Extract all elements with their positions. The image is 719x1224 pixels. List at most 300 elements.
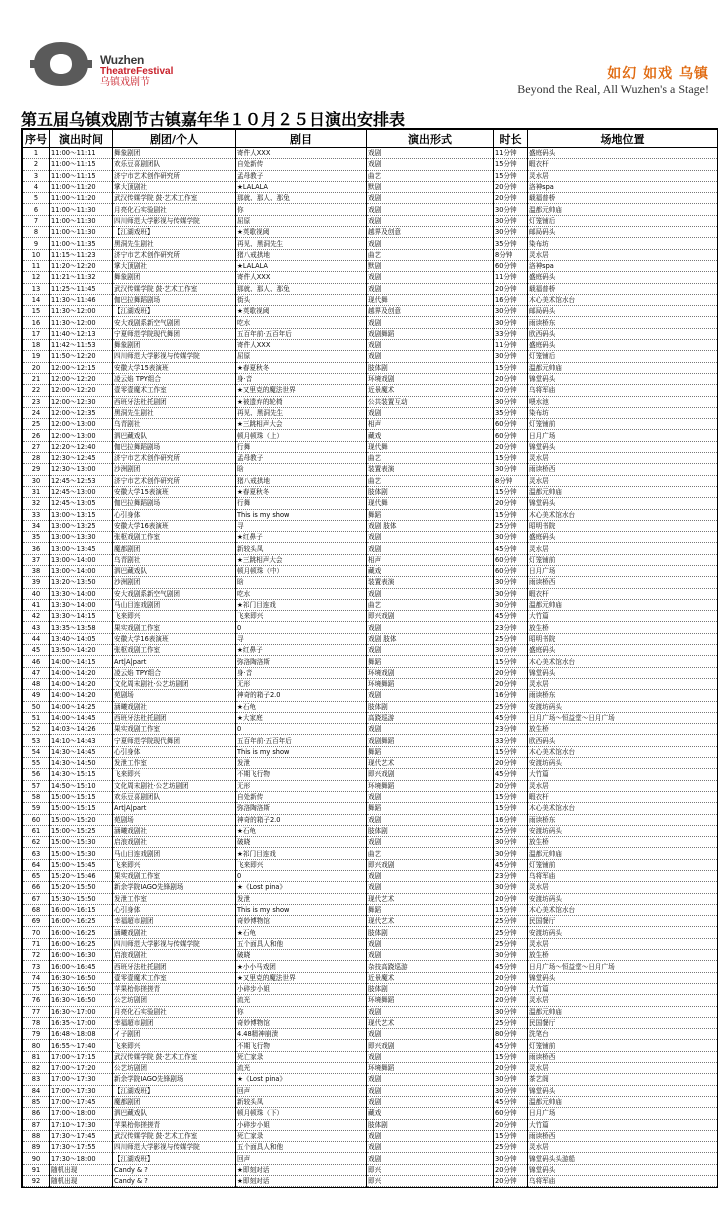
cell-duration: 30分钟 — [494, 848, 528, 859]
cell-duration: 16分钟 — [494, 294, 528, 305]
cell-no: 24 — [23, 407, 50, 418]
cell-play: ★春夏秋冬 — [236, 362, 367, 373]
table-row — [23, 498, 718, 509]
cell-time: 14:00～14:45 — [50, 712, 113, 723]
cell-time: 16:48～18:08 — [50, 1029, 113, 1040]
cell-venue: 灵水居 — [528, 780, 718, 791]
cell-no: 50 — [23, 701, 50, 712]
cell-play: ★英歌视阈 — [236, 227, 367, 238]
cell-time: 12:45～13:00 — [50, 486, 113, 497]
cell-form: 戏剧 — [367, 724, 494, 735]
cell-play: 流光 — [236, 1063, 367, 1074]
cell-troupe: 济宁市艺术创作研究所 — [113, 453, 236, 464]
cell-form: 戏剧 — [367, 193, 494, 204]
cell-troupe: 马山目连戏剧团 — [113, 848, 236, 859]
cell-venue: 灵水居 — [528, 1142, 718, 1153]
cell-time: 13:00～13:45 — [50, 543, 113, 554]
cell-duration: 30分钟 — [494, 464, 528, 475]
cell-troupe: 心引身体 — [113, 746, 236, 757]
table-row — [23, 893, 718, 904]
cell-time: 12:30～12:45 — [50, 453, 113, 464]
cell-form: 戏剧 — [367, 837, 494, 848]
table-row — [23, 1074, 718, 1085]
cell-no: 32 — [23, 498, 50, 509]
cell-no: 83 — [23, 1074, 50, 1085]
cell-form: 戏剧 — [367, 588, 494, 599]
table-row — [23, 554, 718, 565]
table-row — [23, 170, 718, 181]
logo-line-theatre-festival: TheatreFestival — [100, 66, 174, 77]
cell-troupe: 泗巴藏戏队 — [113, 565, 236, 576]
table-row — [23, 238, 718, 249]
cell-time: 12:30～13:00 — [50, 464, 113, 475]
cell-time: 13:30～14:00 — [50, 599, 113, 610]
column-header-play: 剧目 — [236, 130, 367, 148]
cell-time: 17:00～18:00 — [50, 1108, 113, 1119]
cell-form: 即兴戏剧 — [367, 1040, 494, 1051]
cell-play: 神奇的箱子2.0 — [236, 814, 367, 825]
cell-time: 11:20～12:20 — [50, 260, 113, 271]
cell-duration: 15分钟 — [494, 1130, 528, 1141]
cell-no: 56 — [23, 769, 50, 780]
cell-duration: 30分钟 — [494, 599, 528, 610]
cell-venue: 盛庭码头 — [528, 340, 718, 351]
cell-duration: 45分钟 — [494, 1040, 528, 1051]
cell-troupe: 武汉传媒学院 鼓·艺术工作室 — [113, 193, 236, 204]
cell-duration: 30分钟 — [494, 588, 528, 599]
cell-form: 戏剧 — [367, 317, 494, 328]
cell-duration: 30分钟 — [494, 1085, 528, 1096]
cell-play: 小碎步小姐 — [236, 1119, 367, 1130]
table-row — [23, 520, 718, 531]
cell-play: ★三跳相声大会 — [236, 419, 367, 430]
cell-venue: 日月广场 — [528, 430, 718, 441]
cell-form: 戏剧 — [367, 938, 494, 949]
cell-no: 53 — [23, 735, 50, 746]
cell-duration: 30分钟 — [494, 882, 528, 893]
schedule-table-body — [23, 148, 718, 1187]
cell-play: 弥洛陶洛斯 — [236, 803, 367, 814]
cell-time: 12:00～12:35 — [50, 407, 113, 418]
cell-time: 17:30～17:55 — [50, 1142, 113, 1153]
cell-no: 1 — [23, 148, 50, 159]
cell-duration: 20分钟 — [494, 385, 528, 396]
cell-time: 随机出现 — [50, 1176, 113, 1187]
logo-line-chinese: 乌镇戏剧节 — [100, 77, 150, 88]
cell-no: 89 — [23, 1142, 50, 1153]
cell-no: 47 — [23, 667, 50, 678]
festival-logo-text — [100, 55, 173, 88]
cell-venue: 灵水居 — [528, 938, 718, 949]
table-row — [23, 396, 718, 407]
cell-play: 回声 — [236, 1085, 367, 1096]
cell-troupe: 公艺坊剧团 — [113, 995, 236, 1006]
cell-troupe: 果实戏剧工作室 — [113, 622, 236, 633]
table-row — [23, 1153, 718, 1164]
table-row — [23, 1029, 718, 1040]
page-header — [0, 0, 719, 110]
cell-no: 4 — [23, 181, 50, 192]
cell-form: 藏戏 — [367, 565, 494, 576]
cell-play: 流光 — [236, 995, 367, 1006]
cell-troupe: 泗巴藏戏队 — [113, 1108, 236, 1119]
cell-play: 0 — [236, 724, 367, 735]
cell-no: 17 — [23, 328, 50, 339]
cell-no: 63 — [23, 848, 50, 859]
cell-play: 飞来即兴 — [236, 611, 367, 622]
column-header-form: 演出形式 — [367, 130, 494, 148]
cell-duration: 30分钟 — [494, 645, 528, 656]
cell-duration: 45分钟 — [494, 543, 528, 554]
cell-form: 即兴戏剧 — [367, 859, 494, 870]
cell-duration: 60分钟 — [494, 1108, 528, 1119]
table-row — [23, 373, 718, 384]
cell-duration: 20分钟 — [494, 983, 528, 994]
cell-time: 14:30～14:50 — [50, 758, 113, 769]
cell-time: 16:30～17:00 — [50, 1006, 113, 1017]
table-row — [23, 159, 718, 170]
cell-play: ★大家庭 — [236, 712, 367, 723]
cell-venue: 乌将军庙 — [528, 871, 718, 882]
cell-time: 14:00～14:15 — [50, 656, 113, 667]
cell-no: 19 — [23, 351, 50, 362]
cell-no: 60 — [23, 814, 50, 825]
cell-troupe: 魔都剧团 — [113, 543, 236, 554]
cell-no: 6 — [23, 204, 50, 215]
cell-time: 11:00～11:20 — [50, 181, 113, 192]
cell-no: 37 — [23, 554, 50, 565]
cell-troupe: 公艺坊剧团 — [113, 1063, 236, 1074]
table-row — [23, 532, 718, 543]
cell-duration: 20分钟 — [494, 678, 528, 689]
table-header-row — [23, 130, 718, 148]
cell-venue: 安渡坊码头 — [528, 825, 718, 836]
cell-troupe: 幸福超市剧团 — [113, 1017, 236, 1028]
cell-troupe: 舞象剧团 — [113, 272, 236, 283]
cell-time: 14:10～14:43 — [50, 735, 113, 746]
cell-duration: 15分钟 — [494, 803, 528, 814]
cell-time: 12:20～12:40 — [50, 441, 113, 452]
table-row — [23, 871, 718, 882]
table-row — [23, 645, 718, 656]
cell-troupe: 壹零壹魔术工作室 — [113, 972, 236, 983]
cell-troupe: Candy & ? — [113, 1164, 236, 1175]
cell-play: 弥洛陶洛斯 — [236, 656, 367, 667]
cell-venue: 昭明书院 — [528, 520, 718, 531]
cell-duration: 30分钟 — [494, 227, 528, 238]
cell-venue: 盛庭码头 — [528, 532, 718, 543]
cell-no: 8 — [23, 227, 50, 238]
cell-venue: 锦堂码头 — [528, 1164, 718, 1175]
table-row — [23, 430, 718, 441]
table-row — [23, 712, 718, 723]
cell-venue: 锦堂码头 — [528, 441, 718, 452]
cell-time: 13:30～14:00 — [50, 588, 113, 599]
cell-duration: 15分钟 — [494, 453, 528, 464]
cell-play: 新较头凤 — [236, 543, 367, 554]
cell-no: 9 — [23, 238, 50, 249]
cell-duration: 30分钟 — [494, 317, 528, 328]
cell-venue: 灯笼铺前 — [528, 1040, 718, 1051]
cell-duration: 8分钟 — [494, 249, 528, 260]
cell-form: 环境戏剧 — [367, 373, 494, 384]
cell-venue: 放生桥 — [528, 622, 718, 633]
cell-no: 46 — [23, 656, 50, 667]
table-row — [23, 622, 718, 633]
cell-time: 11:30～12:00 — [50, 306, 113, 317]
table-row — [23, 916, 718, 927]
cell-form: 戏剧 — [367, 871, 494, 882]
cell-troupe: 武汉传媒学院 鼓·艺术工作室 — [113, 1051, 236, 1062]
cell-duration: 16分钟 — [494, 690, 528, 701]
cell-venue: 锦堂码头 — [528, 1085, 718, 1096]
schedule-table-container — [21, 128, 718, 1188]
cell-no: 62 — [23, 837, 50, 848]
cell-troupe: 新余学院IAGO先锋剧场 — [113, 1074, 236, 1085]
cell-duration: 25分钟 — [494, 916, 528, 927]
cell-duration: 30分钟 — [494, 1074, 528, 1085]
schedule-table — [22, 129, 718, 1187]
cell-time: 13:30～14:15 — [50, 611, 113, 622]
cell-troupe: 泗巴藏戏队 — [113, 430, 236, 441]
cell-play: ★《Lost pina》 — [236, 882, 367, 893]
cell-play: ★石龟 — [236, 927, 367, 938]
cell-no: 76 — [23, 995, 50, 1006]
cell-troupe: 心引身体 — [113, 904, 236, 915]
cell-no: 2 — [23, 159, 50, 170]
cell-troupe: 西班牙法杜托剧团 — [113, 961, 236, 972]
cell-troupe: 安大戏剧系新空气剧团 — [113, 588, 236, 599]
cell-duration: 30分钟 — [494, 532, 528, 543]
cell-troupe: 四川师范大学影视与传媒学院 — [113, 215, 236, 226]
cell-no: 72 — [23, 950, 50, 961]
table-row — [23, 814, 718, 825]
cell-form: 肢体剧 — [367, 983, 494, 994]
table-row — [23, 475, 718, 486]
cell-no: 38 — [23, 565, 50, 576]
cell-time: 15:00～15:30 — [50, 848, 113, 859]
cell-time: 12:00～12:15 — [50, 362, 113, 373]
cell-time: 11:50～12:20 — [50, 351, 113, 362]
cell-play: 飞来即兴 — [236, 859, 367, 870]
cell-time: 16:55～17:40 — [50, 1040, 113, 1051]
cell-time: 17:00～17:45 — [50, 1096, 113, 1107]
cell-time: 12:00～13:00 — [50, 419, 113, 430]
cell-play: 顿月顿珠（下） — [236, 1108, 367, 1119]
cell-form: 相声 — [367, 419, 494, 430]
cell-play: 屈原 — [236, 351, 367, 362]
cell-troupe: 【江湖戏班】 — [113, 1153, 236, 1164]
cell-duration: 15分钟 — [494, 362, 528, 373]
cell-play: 孟母教子 — [236, 453, 367, 464]
cell-time: 11:00～11:15 — [50, 159, 113, 170]
cell-time: 16:00～16:25 — [50, 938, 113, 949]
cell-play: 再见、黑洞先生 — [236, 407, 367, 418]
cell-play: 你 — [236, 1006, 367, 1017]
cell-time: 12:00～12:20 — [50, 373, 113, 384]
cell-no: 52 — [23, 724, 50, 735]
cell-form: 戏剧 — [367, 238, 494, 249]
cell-venue: 锦堂码头 — [528, 498, 718, 509]
cell-form: 即兴戏剧 — [367, 769, 494, 780]
cell-time: 14:00～14:20 — [50, 667, 113, 678]
cell-venue: 暇衣杆 — [528, 159, 718, 170]
cell-venue: 雨读桥西 — [528, 1051, 718, 1062]
cell-play: ★《Lost pina》 — [236, 1074, 367, 1085]
cell-form: 戏剧 — [367, 1096, 494, 1107]
cell-form: 环境舞蹈 — [367, 995, 494, 1006]
cell-time: 14:03～14:26 — [50, 724, 113, 735]
table-row — [23, 1130, 718, 1141]
slogan-chinese: 如幻 如戏 乌镇 — [607, 66, 709, 82]
cell-troupe: 黑洞先生剧社 — [113, 238, 236, 249]
cell-time: 13:00～13:15 — [50, 509, 113, 520]
cell-duration: 15分钟 — [494, 1051, 528, 1062]
cell-no: 55 — [23, 758, 50, 769]
table-row — [23, 859, 718, 870]
cell-venue: 温都元帅庙 — [528, 362, 718, 373]
cell-venue: 木心美术馆水台 — [528, 294, 718, 305]
column-header-troupe: 剧团/个人 — [113, 130, 236, 148]
cell-troupe: 宁夏师范学院现代舞团 — [113, 735, 236, 746]
cell-form: 公共装置互动 — [367, 396, 494, 407]
cell-venue: 安渡坊码头 — [528, 758, 718, 769]
cell-troupe: 安徽大学16表演班 — [113, 633, 236, 644]
table-row — [23, 215, 718, 226]
cell-duration: 25分钟 — [494, 938, 528, 949]
cell-play: 身·音 — [236, 373, 367, 384]
cell-no: 16 — [23, 317, 50, 328]
cell-troupe: 启浪戏剧社 — [113, 837, 236, 848]
cell-play: ★石龟 — [236, 701, 367, 712]
cell-troupe: 飞来即兴 — [113, 611, 236, 622]
cell-play: 新较头凤 — [236, 1096, 367, 1107]
cell-duration: 30分钟 — [494, 204, 528, 215]
cell-form: 曲艺 — [367, 848, 494, 859]
table-row — [23, 362, 718, 373]
cell-no: 75 — [23, 983, 50, 994]
cell-time: 11:15～11:23 — [50, 249, 113, 260]
cell-troupe: 张枢戏剧工作室 — [113, 645, 236, 656]
cell-duration: 30分钟 — [494, 837, 528, 848]
cell-troupe: 舞象剧团 — [113, 148, 236, 159]
cell-time: 12:00～13:00 — [50, 430, 113, 441]
cell-duration: 20分钟 — [494, 1176, 528, 1187]
cell-duration: 20分钟 — [494, 498, 528, 509]
cell-time: 15:00～15:30 — [50, 837, 113, 848]
cell-duration: 60分钟 — [494, 565, 528, 576]
cell-venue: 茶艺阁 — [528, 1074, 718, 1085]
cell-venue: 盛庭码头 — [528, 272, 718, 283]
cell-play: ★祁门目连戏 — [236, 599, 367, 610]
cell-form: 越界及创意 — [367, 306, 494, 317]
cell-venue: 民国餐厅 — [528, 916, 718, 927]
cell-troupe: 月亮化石实验剧社 — [113, 1006, 236, 1017]
cell-form: 戏剧 — [367, 814, 494, 825]
cell-time: 15:20～15:50 — [50, 882, 113, 893]
cell-play: 破晓 — [236, 950, 367, 961]
cell-no: 22 — [23, 385, 50, 396]
cell-troupe: 【江湖戏班】 — [113, 1085, 236, 1096]
cell-form: 戏剧 — [367, 791, 494, 802]
table-row — [23, 283, 718, 294]
cell-time: 11:00～11:15 — [50, 170, 113, 181]
cell-form: 曲艺 — [367, 170, 494, 181]
cell-time: 11:30～12:00 — [50, 317, 113, 328]
cell-play: ★石龟 — [236, 825, 367, 836]
cell-play: ★又里克的魔法世界 — [236, 972, 367, 983]
cell-play: 0 — [236, 622, 367, 633]
cell-form: 舞蹈 — [367, 746, 494, 757]
cell-form: 戏剧 — [367, 340, 494, 351]
cell-troupe: 沙洲剧团 — [113, 577, 236, 588]
cell-play: ★三跳相声大会 — [236, 554, 367, 565]
cell-form: 戏剧 — [367, 645, 494, 656]
cell-no: 10 — [23, 249, 50, 260]
cell-time: 14:30～14:45 — [50, 746, 113, 757]
cell-venue: 温都元帅庙 — [528, 1006, 718, 1017]
cell-play: 不期飞行物 — [236, 1040, 367, 1051]
cell-duration: 11分钟 — [494, 148, 528, 159]
cell-troupe: 苹果枱你搓搓青 — [113, 1119, 236, 1130]
cell-play: 你 — [236, 204, 367, 215]
table-row — [23, 825, 718, 836]
cell-venue: 载福普桥 — [528, 283, 718, 294]
cell-form: 舞蹈 — [367, 803, 494, 814]
cell-form: 戏剧 — [367, 159, 494, 170]
cell-troupe: 苑剧场 — [113, 690, 236, 701]
cell-no: 36 — [23, 543, 50, 554]
cell-venue: 木心美术馆水台 — [528, 656, 718, 667]
cell-form: 即兴 — [367, 1176, 494, 1187]
table-row — [23, 758, 718, 769]
cell-troupe: 果实戏剧工作室 — [113, 871, 236, 882]
cell-form: 戏剧 — [367, 1029, 494, 1040]
cell-venue: 锦堂码头 — [528, 373, 718, 384]
cell-time: 16:00～16:15 — [50, 904, 113, 915]
cell-play: 猪八戒拱地 — [236, 249, 367, 260]
cell-duration: 15分钟 — [494, 791, 528, 802]
column-header-time: 演出时间 — [50, 130, 113, 148]
cell-form: 肢体剧 — [367, 701, 494, 712]
cell-no: 12 — [23, 272, 50, 283]
cell-troupe: 四川师范大学影视与传媒学院 — [113, 351, 236, 362]
cell-troupe: 伽巴拉舞蹈剧场 — [113, 441, 236, 452]
cell-venue: 载福普桥 — [528, 193, 718, 204]
cell-troupe: 发泄工作室 — [113, 893, 236, 904]
cell-troupe: 沙洲剧团 — [113, 464, 236, 475]
cell-no: 44 — [23, 633, 50, 644]
cell-play: 屈原 — [236, 215, 367, 226]
cell-troupe: 伽巴拉舞蹈剧场 — [113, 498, 236, 509]
cell-no: 58 — [23, 791, 50, 802]
table-row — [23, 543, 718, 554]
cell-time: 13:00～13:25 — [50, 520, 113, 531]
cell-time: 15:00～15:15 — [50, 791, 113, 802]
cell-troupe: 壹零壹魔术工作室 — [113, 385, 236, 396]
cell-venue: 暇衣杆 — [528, 791, 718, 802]
cell-time: 12:00～12:20 — [50, 385, 113, 396]
cell-time: 13:35～13:58 — [50, 622, 113, 633]
festival-logo-icon — [30, 38, 92, 90]
cell-no: 11 — [23, 260, 50, 271]
cell-form: 舞蹈 — [367, 904, 494, 915]
cell-troupe: 涵曦戏剧社 — [113, 701, 236, 712]
table-row — [23, 453, 718, 464]
cell-venue: 盛庭码头 — [528, 645, 718, 656]
cell-play: 那就、那人、那兔 — [236, 283, 367, 294]
cell-play: ★即刻对话 — [236, 1164, 367, 1175]
